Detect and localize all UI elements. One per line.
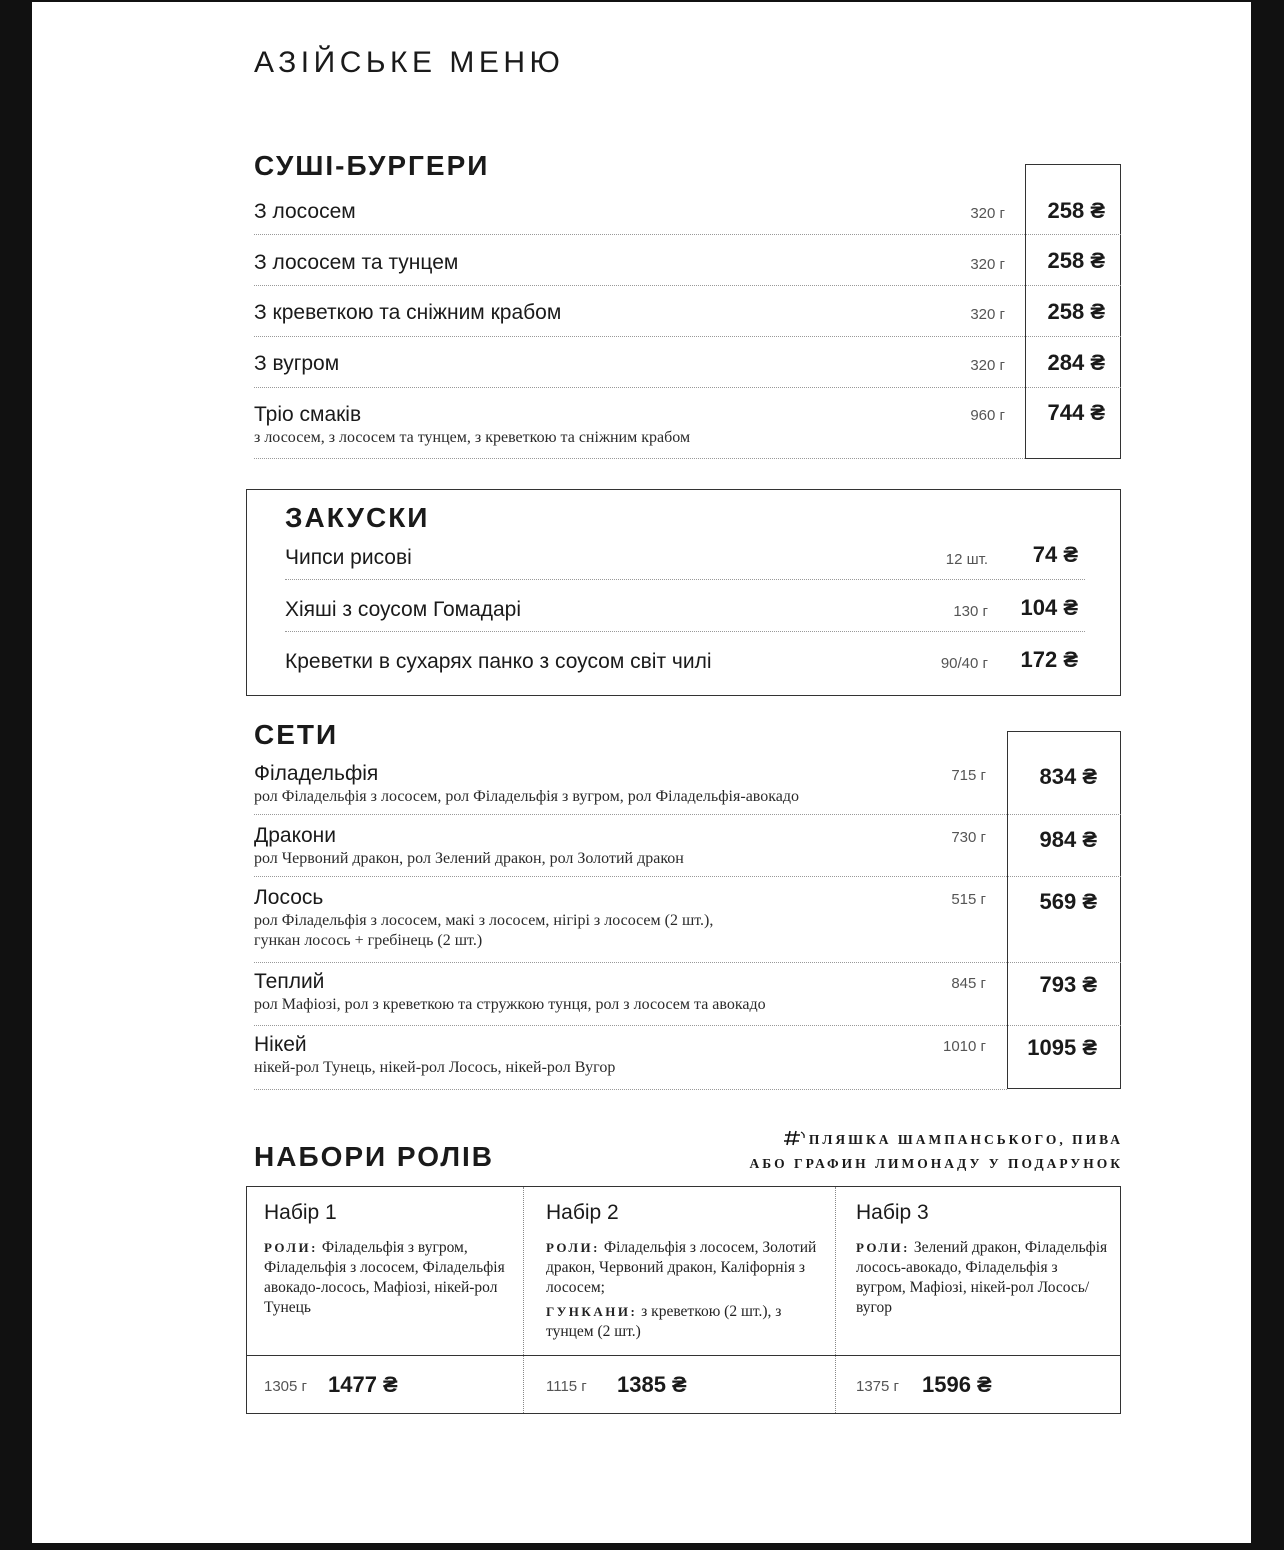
menu-item-name: Нікей bbox=[254, 1033, 307, 1056]
rolls-label: РОЛИ: bbox=[546, 1240, 600, 1255]
menu-page bbox=[32, 2, 1251, 1543]
menu-item-name: Хіяші з соусом Гомадарі bbox=[285, 598, 522, 621]
menu-item-description: гункан лосось + гребінець (2 шт.) bbox=[254, 932, 483, 949]
menu-item-weight: 320 г bbox=[970, 306, 1005, 323]
menu-item-weight: 90/40 г bbox=[940, 655, 988, 672]
gunkan-list: з креветкою (2 шт.), з тунцем (2 шт.) bbox=[546, 1303, 782, 1340]
gunkan-label: ГУНКАНИ: bbox=[546, 1304, 638, 1319]
row-divider bbox=[254, 876, 1121, 877]
rolls-list: Зелений дракон, Філадельфія лосось-авокадо, Філадельфія з вугром, Мафіозі, нікей-рол Лосось/вугор bbox=[856, 1239, 1108, 1316]
menu-item-price: 258 ₴ bbox=[1047, 248, 1105, 273]
row-divider bbox=[285, 631, 1085, 632]
row-divider bbox=[254, 814, 1121, 815]
menu-item-description: рол Червоний дракон, рол Зелений дракон, рол Золотий дракон bbox=[254, 850, 684, 867]
menu-item-price: 569 ₴ bbox=[1039, 889, 1097, 914]
row-divider bbox=[254, 234, 1121, 235]
set-card-gunkans bbox=[546, 1302, 830, 1342]
row-divider bbox=[254, 962, 1121, 963]
menu-item-price: 104 ₴ bbox=[1020, 595, 1078, 620]
menu-item-weight: 960 г bbox=[970, 407, 1005, 424]
menu-item-price: 834 ₴ bbox=[1039, 764, 1097, 789]
menu-item-name: З лососем та тунцем bbox=[254, 251, 459, 274]
gift-note-line-1: ПЛЯШКА ШАМПАНСЬКОГО, ПИВА bbox=[808, 1132, 1123, 1148]
set-card-price: 1596 ₴ bbox=[922, 1372, 992, 1397]
menu-item-name: З креветкою та сніжним крабом bbox=[254, 301, 562, 324]
menu-item-name: Креветки в сухарях панко з соусом світ чилі bbox=[285, 650, 712, 673]
menu-item-price: 984 ₴ bbox=[1039, 827, 1097, 852]
section-heading-snacks: ЗАКУСКИ bbox=[285, 502, 430, 533]
set-card-title: Набір 2 bbox=[546, 1201, 619, 1224]
menu-item-description: з лососем, з лососем та тунцем, з креветкою та сніжним крабом bbox=[254, 429, 691, 446]
menu-item-name: Дракони bbox=[254, 824, 337, 847]
menu-item-weight: 12 шт. bbox=[945, 551, 988, 568]
rolls-list: Філадельфія з вугром, Філадельфія з лососем, Філадельфія авокадо-лосось, Мафіозі, нікей-рол Тунець bbox=[264, 1239, 505, 1316]
menu-item-price: 1095 ₴ bbox=[1027, 1035, 1097, 1060]
menu-item-description: нікей-рол Тунець, нікей-рол Лосось, нікей-рол Вугор bbox=[254, 1059, 616, 1076]
menu-item-weight: 320 г bbox=[970, 256, 1005, 273]
row-divider bbox=[254, 336, 1121, 337]
row-divider bbox=[285, 579, 1085, 580]
set-card-price: 1477 ₴ bbox=[328, 1372, 398, 1397]
section-heading-sets: СЕТИ bbox=[254, 719, 339, 750]
gift-note-line-2: АБО ГРАФИН ЛИМОНАДУ У ПОДАРУНОК bbox=[749, 1156, 1123, 1171]
row-divider bbox=[254, 1025, 1121, 1026]
menu-item-weight: 1010 г bbox=[942, 1038, 986, 1055]
menu-item-price: 258 ₴ bbox=[1047, 299, 1105, 324]
menu-item-weight: 320 г bbox=[970, 357, 1005, 374]
menu-item-name: Чипси рисові bbox=[285, 546, 412, 569]
set-card-title: Набір 3 bbox=[856, 1201, 929, 1224]
menu-item-weight: 515 г bbox=[951, 891, 986, 908]
column-divider bbox=[523, 1187, 524, 1413]
row-divider bbox=[254, 458, 1025, 459]
set-card-price: 1385 ₴ bbox=[617, 1372, 687, 1397]
hashtag-icon bbox=[783, 1129, 807, 1153]
menu-item-price: 74 ₴ bbox=[1032, 542, 1078, 567]
section-heading-sushi-burgers: СУШІ-БУРГЕРИ bbox=[254, 150, 490, 181]
menu-item-price: 284 ₴ bbox=[1047, 350, 1105, 375]
menu-item-description: рол Філадельфія з лососем, макі з лососем, нігірі з лососем (2 шт.), bbox=[254, 912, 714, 929]
table-divider bbox=[246, 1355, 1121, 1356]
set-card-weight: 1375 г bbox=[856, 1378, 900, 1395]
gift-note bbox=[722, 1129, 1123, 1174]
menu-item-price: 744 ₴ bbox=[1047, 400, 1105, 425]
set-card-weight: 1115 г bbox=[546, 1378, 587, 1395]
menu-item-price: 793 ₴ bbox=[1039, 972, 1097, 997]
menu-item-name: З вугром bbox=[254, 352, 340, 375]
menu-item-weight: 730 г bbox=[951, 829, 986, 846]
set-card-weight: 1305 г bbox=[264, 1378, 308, 1395]
row-divider bbox=[254, 1089, 1007, 1090]
rolls-list: Філадельфія з лососем, Золотий дракон, Червоний дракон, Каліфорнія з лососем; bbox=[546, 1239, 817, 1296]
set-card-rolls bbox=[856, 1238, 1111, 1318]
menu-item-description: рол Філадельфія з лососем, рол Філадельфія з вугром, рол Філадельфія-авокадо bbox=[254, 788, 800, 805]
menu-item-name: Лосось bbox=[254, 886, 324, 909]
rolls-label: РОЛИ: bbox=[856, 1240, 910, 1255]
set-card-rolls bbox=[264, 1238, 516, 1318]
menu-item-description: рол Мафіозі, рол з креветкою та стружкою тунця, рол з лососем та авокадо bbox=[254, 996, 766, 1013]
menu-item-name: З лососем bbox=[254, 200, 356, 223]
rolls-label: РОЛИ: bbox=[264, 1240, 318, 1255]
menu-item-weight: 845 г bbox=[951, 975, 986, 992]
set-card-title: Набір 1 bbox=[264, 1201, 337, 1224]
page-title: АЗІЙСЬКЕ МЕНЮ bbox=[254, 46, 565, 79]
set-card-rolls bbox=[546, 1238, 830, 1298]
menu-item-name: Тріо смаків bbox=[254, 403, 362, 426]
menu-item-name: Теплий bbox=[254, 970, 325, 993]
menu-item-weight: 320 г bbox=[970, 205, 1005, 222]
menu-item-name: Філадельфія bbox=[254, 762, 379, 785]
menu-item-weight: 130 г bbox=[953, 603, 988, 620]
column-divider bbox=[835, 1187, 836, 1413]
menu-item-weight: 715 г bbox=[951, 767, 986, 784]
row-divider bbox=[254, 285, 1121, 286]
menu-item-price: 258 ₴ bbox=[1047, 198, 1105, 223]
row-divider bbox=[254, 387, 1121, 388]
section-heading-roll-sets: НАБОРИ РОЛІВ bbox=[254, 1141, 494, 1172]
menu-item-price: 172 ₴ bbox=[1020, 647, 1078, 672]
